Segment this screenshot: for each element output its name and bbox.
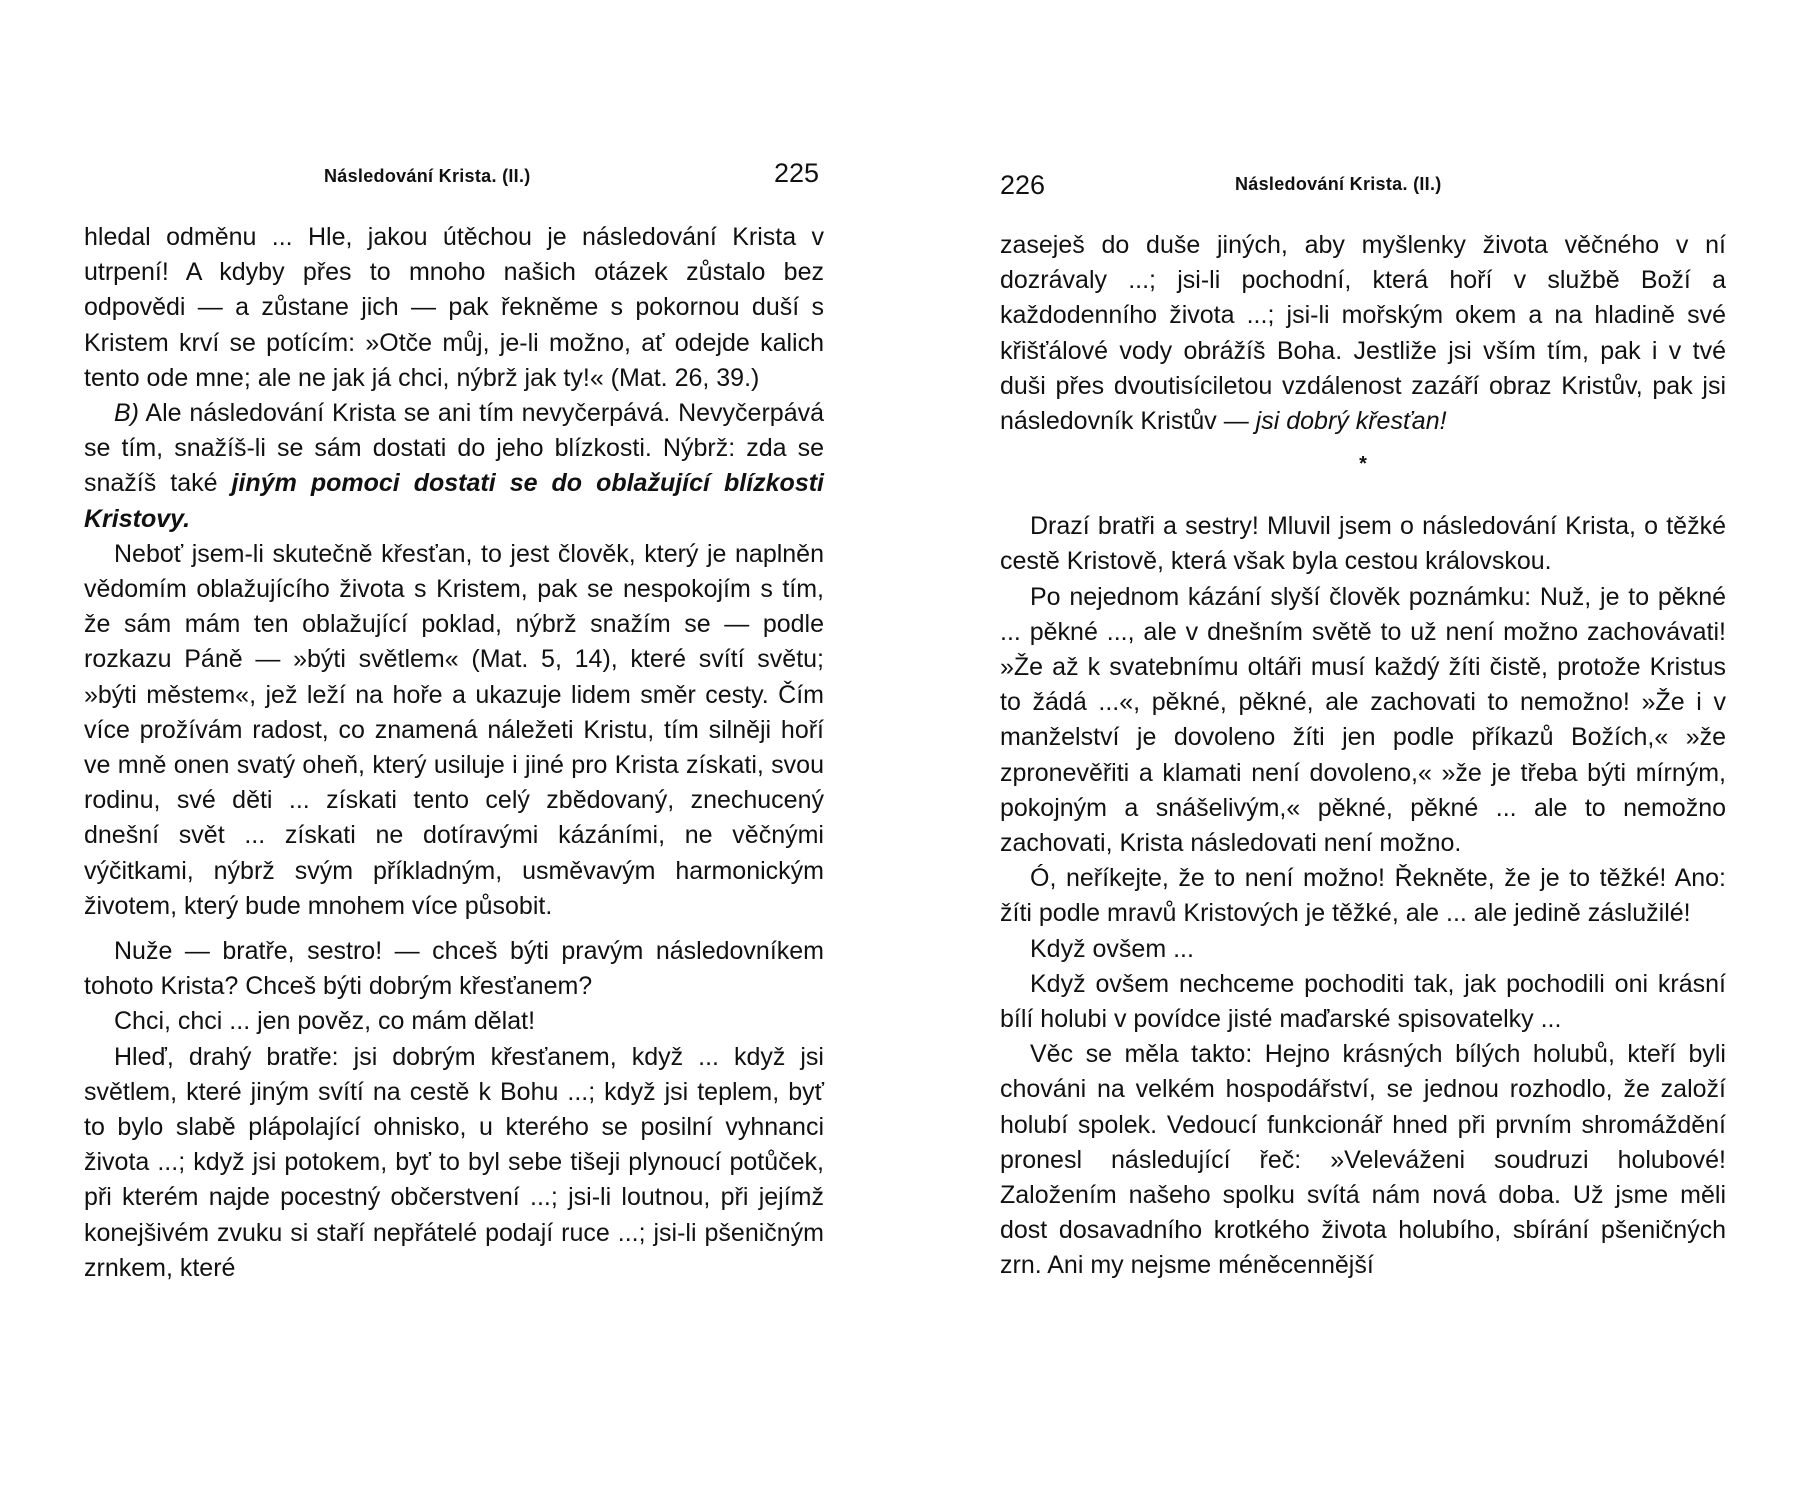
paragraph-text: Věc se měla takto: Hejno krásných bílých holubů, kteří byli chováni na velkém hospodářství, se jednou rozhodlo, že založí holubí spolek. Vedoucí funkcionář hned při prvním shromáždění pronesl následující řeč: »Veleváženi soudruzi holubové! Založením našeho spolku svítá nám nová doba. Už jsme měli dost dosavadního krotkého života holubího, sbírání pšeničných zrn. Ani my nejsme méněcennější: [1000, 1040, 1726, 1280]
emphasis-text: jsi dobrý křesťan!: [1255, 407, 1447, 436]
paragraph-text: Ale následování Krista se ani tím nevyčerpává. Nevyčerpává se tím, snažíš-li se sám dostati do jeho blízkosti. Nýbrž: zda se snažíš také: [84, 399, 824, 498]
page-number: 225: [774, 158, 820, 188]
paragraph-text: Chci, chci ... jen pověz, co mám dělat!: [114, 1007, 536, 1036]
paragraph-text: Po nejednom kázání slyší člověk poznámku: Nuž, je to pěkné ... pěkné ..., ale v dnešním světě to už není možno zachovávati! »Že až k svatebnímu oltáři musí každý žíti čistě, protože Kristus to žádá ...«, pěkné, pěkné, ale zachovati to nemožno! »Že i v manželství je dovoleno žíti jen podle příkazů Božích,« »že zpronevěřiti a klamati není dovoleno,« »že je třeba býti mírným, pokojným a snášelivým,« pěkné, pěkné ... ale to nemožno zachovati, Krista následovati není možno.: [1000, 582, 1726, 858]
paragraph: [84, 220, 824, 396]
running-head: [84, 158, 824, 198]
section-separator: *: [1359, 453, 1367, 476]
paragraph: [84, 537, 824, 924]
section-marker: B): [114, 399, 139, 428]
left-page: [84, 0, 824, 1500]
paragraph-text: Když ovšem ...: [1030, 934, 1194, 963]
running-head-title: Následování Krista. (II.): [324, 166, 531, 186]
paragraph-text: Neboť jsem-li skutečně křesťan, to jest člověk, který je naplněn vědomím oblažujícího života s Kristem, pak se nespokojím s tím, že sám mám ten oblažující poklad, nýbrž snažím se — podle rozkazu Páně — »býti světlem« (Mat. 5, 14), které svítí světu; »býti městem«, jež leží na hoře a ukazuje lidem směr cesty. Čím více prožívám radost, co znamená náležeti Kristu, tím silněji hoří ve mně onen svatý oheň, který usiluje i jiné pro Krista získati, svou rodinu, své děti ... získati tento celý zbědovaný, znechucený dnešní svět ... získati ne dotíravými kázáními, ne věčnými výčitkami, nýbrž svým příkladným, usměvavým harmonickým životem, který bude mnohem více působit.: [84, 539, 824, 920]
paragraph: [84, 396, 824, 537]
paragraph: [1000, 228, 1726, 439]
paragraph: [84, 934, 824, 1004]
page-body: [84, 220, 824, 1286]
page-body: [1000, 228, 1726, 1284]
paragraph: [1000, 967, 1726, 1037]
paragraph: [1000, 861, 1726, 931]
page-number: 226: [1000, 170, 1046, 200]
paragraph: [1000, 932, 1726, 967]
paragraph: [84, 1004, 824, 1039]
paragraph: [1000, 580, 1726, 862]
paragraph: [1000, 509, 1726, 579]
right-page: [1000, 0, 1726, 1500]
paragraph-text: zaseješ do duše jiných, aby myšlenky života věčného v ní dozrávaly ...; jsi-li pochodní, která hoří v službě Boží a každodenního života ...; jsi-li mořským okem a na hladině své křišťálové vody obrážíš Boha. Jestliže jsi vším tím, pak i v tvé duši přes dvoutisíciletou vzdálenost zazáří obraz Kristův, pak jsi následovník Kristův —: [1000, 231, 1726, 436]
paragraph: [1000, 1037, 1726, 1283]
paragraph: [84, 1040, 824, 1286]
running-head-title: Následování Krista. (II.): [1235, 174, 1442, 194]
paragraph-text: Hleď, drahý bratře: jsi dobrým křesťanem, když ... když jsi světlem, které jiným svítí na cestě k Bohu ...; když jsi teplem, byť to bylo slabě plápolající ohnisko, u kterého se posilní vyhnanci života ...; když jsi potokem, byť to byl sebe tišeji plynoucí potůček, při kterém najde pocestný občerstvení ...; jsi-li loutnou, při jejímž konejšivém zvuku si staří nepřátelé podají ruce ...; jsi-li pšeničným zrnkem, které: [84, 1042, 824, 1282]
running-head: [1000, 166, 1726, 206]
paragraph-text: Drazí bratři a sestry! Mluvil jsem o následování Krista, o těžké cestě Kristově, která však byla cestou královskou.: [1000, 512, 1726, 576]
paragraph-text: Když ovšem nechceme pochoditi tak, jak pochodili oni krásní bílí holubi v povídce jisté maďarské spisovatelky ...: [1000, 969, 1726, 1034]
paragraph-text: Ó, neříkejte, že to není možno! Řekněte, že je to těžké! Ano: žíti podle mravů Kristových je těžké, ale ... ale jedině záslužilé!: [1000, 864, 1726, 928]
paragraph-text: Nuže — bratře, sestro! — chceš býti pravým následovníkem tohoto Krista? Chceš býti dobrým křesťanem?: [84, 937, 824, 1001]
emphasis-text: jiným pomoci dostati se do oblažující blízkosti Kristovy.: [84, 469, 824, 533]
paragraph-text: hledal odměnu ... Hle, jakou útěchou je následování Krista v utrpení! A kdyby přes to mnoho našich otázek zůstalo bez odpovědi — a zůstane jich — pak řekněme s pokornou duší s Kristem krví se potícím: »Otče můj, je-li možno, ať odejde kalich tento ode mne; ale ne jak já chci, nýbrž jak ty!« (Mat. 26, 39.): [84, 223, 824, 392]
